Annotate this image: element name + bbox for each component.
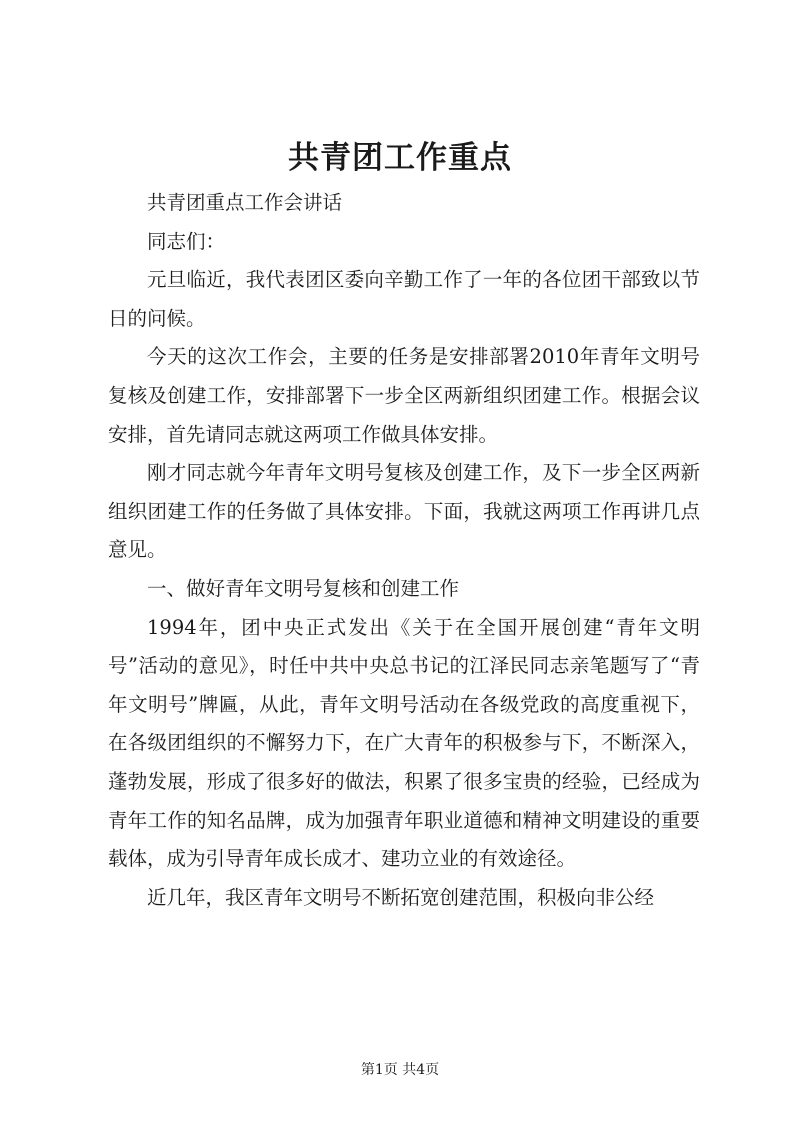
- paragraph: 今天的这次工作会，主要的任务是安排部署2010年青年文明号复核及创建工作，安排部署下一步全区两新组织团建工作。根据会议安排，首先请同志就这两项工作做具体安排。: [108, 345, 700, 446]
- document-title: 共青团工作重点: [288, 140, 512, 176]
- page-footer: 第1页 共4页: [360, 1062, 440, 1078]
- paragraph: 近几年，我区青年文明号不断拓宽创建范围，积极向非公经: [147, 885, 655, 909]
- paragraph: 元旦临近，我代表团区委向辛勤工作了一年的各位团干部致以节日的问候。: [108, 268, 700, 330]
- paragraph: 1994年，团中央正式发出《关于在全国开展创建“青年文明号”活动的意见》，时任中共中央总书记的江泽民同志亲笔题写了“青年文明号”牌匾，从此，青年文明号活动在各级党政的高度重视下，在各级团组织的不懈努力下，在广大青年的积极参与下，不断深入，蓬勃发展，形成了很多好的做法，积累了很多宝贵的经验，已经成为青年工作的知名品牌，成为加强青年职业道德和精神文明建设的重要载体，成为引导青年成长成才、建功立业的有效途径。: [108, 615, 700, 871]
- document-body: [108, 184, 700, 917]
- paragraph-subtitle: 共青团重点工作会讲话: [147, 191, 343, 214]
- paragraph: 刚才同志就今年青年文明号复核及创建工作，及下一步全区两新组织团建工作的任务做了具体安排。下面，我就这两项工作再讲几点意见。: [108, 461, 700, 562]
- section-heading: 一、做好青年文明号复核和创建工作: [147, 576, 460, 600]
- paragraph-salutation: 同志们：: [147, 229, 226, 253]
